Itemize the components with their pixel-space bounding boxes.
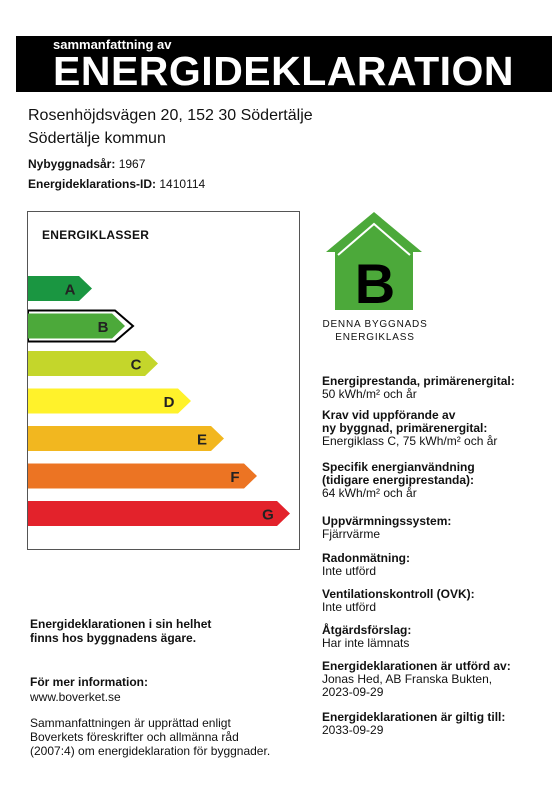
info-label: Krav vid uppförande av <box>322 408 456 422</box>
energy-class-letter-e: E <box>196 431 208 449</box>
badge-caption-line2: ENERGIKLASS <box>335 332 415 343</box>
energy-class-scale <box>27 211 300 550</box>
info-label: Radonmätning: <box>322 551 410 565</box>
energy-class-letter-f: F <box>230 469 240 486</box>
info-value: 2033-09-29 <box>322 723 384 737</box>
info-label: Uppvärmningssystem: <box>322 514 452 528</box>
info-item <box>322 711 547 737</box>
more-info-link[interactable]: www.boverket.se <box>30 690 121 704</box>
energy-class-letter-g: G <box>262 506 274 524</box>
info-label: Specifik energianvändning <box>322 460 475 474</box>
declaration-id-value: 1410114 <box>159 177 206 191</box>
declaration-id-label: Energideklarations-ID: <box>28 177 157 191</box>
info-label: ny byggnad, primärenergital: <box>322 421 488 435</box>
info-item <box>322 552 547 578</box>
info-label: (tidigare energiprestanda): <box>322 473 475 487</box>
header-title: ENERGIDEKLARATION <box>53 48 515 94</box>
info-item <box>322 515 547 541</box>
badge-caption-line1: DENNA BYGGNADS <box>322 319 428 330</box>
energy-class-bar-d <box>28 389 191 414</box>
energy-class-letter-c: C <box>130 356 142 374</box>
build-year-value: 1967 <box>118 157 146 171</box>
owner-note-line1: Energideklarationen i sin helhet <box>30 617 212 631</box>
header-banner <box>16 36 552 92</box>
info-value: Fjärrvärme <box>322 527 381 541</box>
info-value: 50 kWh/m² och år <box>322 387 417 401</box>
legal-note-line3: (2007:4) om energideklaration för byggnader. <box>30 744 271 758</box>
info-value: 2023-09-29 <box>322 685 384 699</box>
info-item <box>322 409 547 448</box>
owner-note-line2: finns hos byggnadens ägare. <box>30 631 197 645</box>
declaration-id-row <box>28 177 205 191</box>
energy-class-bar-a <box>28 276 92 301</box>
info-value: Jonas Hed, AB Franska Bukten, <box>322 672 493 686</box>
energy-class-bar-f <box>28 464 257 489</box>
legal-note-line2: Boverkets föreskrifter och allmänna råd <box>30 730 239 744</box>
energy-class-bars <box>28 212 301 551</box>
energy-class-bar-e <box>28 426 224 451</box>
property-address: Rosenhöjdsvägen 20, 152 30 Södertälje <box>28 107 313 124</box>
info-item <box>322 461 547 500</box>
info-item <box>322 588 547 614</box>
info-value: Energiklass C, 75 kWh/m² och år <box>322 434 498 448</box>
badge-letter: B <box>354 252 396 315</box>
info-value: Inte utförd <box>322 600 377 614</box>
info-item <box>322 660 547 699</box>
info-item <box>322 624 547 650</box>
info-label: Energiprestanda, primärenergital: <box>322 374 515 388</box>
energy-class-badge <box>320 210 430 315</box>
energy-class-title: ENERGIKLASSER <box>42 228 150 242</box>
header-subtitle: sammanfattning av <box>53 37 172 52</box>
energy-class-bar-c <box>28 351 158 376</box>
energy-class-letter-d: D <box>163 394 175 411</box>
energy-class-bar-g <box>28 501 290 526</box>
info-label: Åtgärdsförslag: <box>322 623 412 637</box>
info-label: Energideklarationen är giltig till: <box>322 710 506 724</box>
property-municipality: Södertälje kommun <box>28 130 166 147</box>
more-info-label: För mer information: <box>30 675 149 689</box>
energy-class-bar-b <box>28 311 133 342</box>
info-label: Energideklarationen är utförd av: <box>322 659 511 673</box>
energy-class-letter-a: A <box>64 281 76 299</box>
info-value: Inte utförd <box>322 564 377 578</box>
info-label: Ventilationskontroll (OVK): <box>322 587 475 601</box>
build-year-row <box>28 157 145 171</box>
build-year-label: Nybyggnadsår: <box>28 157 116 171</box>
info-value: 64 kWh/m² och år <box>322 486 417 500</box>
info-value: Har inte lämnats <box>322 636 410 650</box>
legal-note-line1: Sammanfattningen är upprättad enligt <box>30 716 231 730</box>
energy-class-letter-b: B <box>97 319 109 336</box>
info-item <box>322 375 547 401</box>
